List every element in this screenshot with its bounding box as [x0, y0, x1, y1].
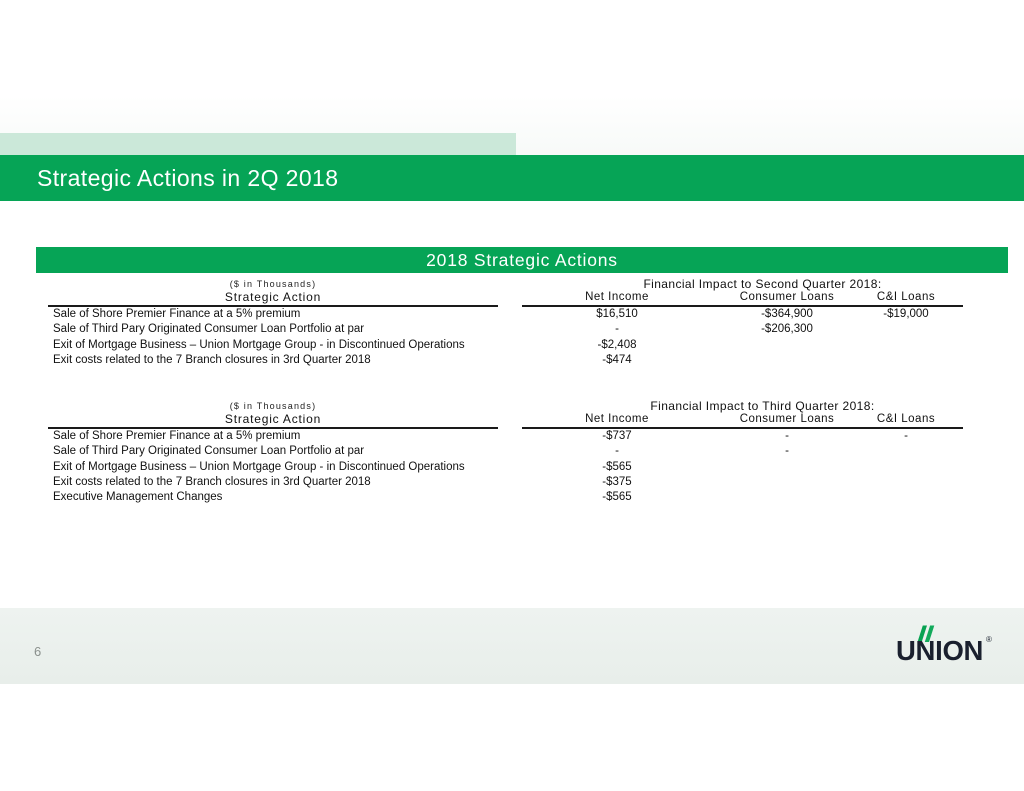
page-number: 6	[34, 644, 42, 659]
table-row	[0, 460, 1024, 475]
impact-header: Financial Impact to Third Quarter 2018:	[650, 399, 875, 413]
footer-band	[0, 608, 1024, 684]
section-banner	[36, 247, 1008, 273]
table-row	[0, 322, 1024, 337]
row-net-income: -	[615, 445, 619, 457]
row-consumer-loans: -	[785, 445, 789, 457]
row-net-income: -$737	[602, 430, 632, 442]
row-action: Sale of Third Pary Originated Consumer Loan Portfolio at par	[53, 323, 365, 335]
row-net-income: -$565	[602, 461, 632, 473]
row-ci-loans: -	[904, 430, 908, 442]
row-action: Exit of Mortgage Business – Union Mortgage Group - in Discontinued Operations	[53, 461, 465, 473]
units-label: ($ in Thousands)	[229, 401, 317, 411]
column-header-ci-loans: C&I Loans	[876, 291, 936, 303]
logo-wordmark: UNION	[896, 635, 984, 664]
row-action: Exit costs related to the 7 Branch closures in 3rd Quarter 2018	[53, 476, 371, 488]
column-header-net-income: Net Income	[585, 413, 649, 425]
row-consumer-loans: -$364,900	[761, 308, 813, 320]
value-column-headers	[522, 290, 952, 305]
units-label: ($ in Thousands)	[229, 279, 317, 289]
table-row	[0, 429, 1024, 444]
table-row	[0, 444, 1024, 459]
union-logo-graphic	[896, 624, 996, 664]
accent-block	[0, 133, 516, 155]
row-net-income: -$375	[602, 476, 632, 488]
q2-impact-table	[0, 277, 1024, 399]
row-net-income: -$2,408	[597, 339, 637, 351]
action-column-header: Strategic Action	[224, 412, 322, 426]
impact-header: Financial Impact to Second Quarter 2018:	[643, 277, 882, 291]
row-action: Sale of Third Pary Originated Consumer Loan Portfolio at par	[53, 445, 365, 457]
column-header-consumer-loans: Consumer Loans	[739, 291, 835, 303]
banner-title: 2018 Strategic Actions	[426, 250, 618, 270]
action-column-header: Strategic Action	[224, 290, 322, 304]
title-bar	[0, 155, 1024, 201]
table-row	[0, 490, 1024, 505]
row-net-income: $16,510	[596, 308, 638, 320]
slide-title: Strategic Actions in 2Q 2018	[37, 165, 339, 191]
row-net-income: -$474	[602, 354, 632, 366]
table-row	[0, 338, 1024, 353]
row-consumer-loans: -	[785, 430, 789, 442]
row-action: Executive Management Changes	[53, 491, 223, 503]
q3-impact-table	[0, 399, 1024, 521]
column-header-consumer-loans: Consumer Loans	[739, 413, 835, 425]
column-header-net-income: Net Income	[585, 291, 649, 303]
column-header-ci-loans: C&I Loans	[876, 413, 936, 425]
row-consumer-loans: -$206,300	[761, 323, 813, 335]
table-row	[0, 307, 1024, 322]
row-action: Sale of Shore Premier Finance at a 5% premium	[53, 430, 301, 442]
registered-mark: ®	[986, 635, 992, 644]
value-column-headers	[522, 412, 952, 427]
row-net-income: -$565	[602, 491, 632, 503]
table-row	[0, 353, 1024, 368]
row-action: Sale of Shore Premier Finance at a 5% premium	[53, 308, 301, 320]
table-row	[0, 475, 1024, 490]
row-net-income: -	[615, 323, 619, 335]
row-action: Exit of Mortgage Business – Union Mortgage Group - in Discontinued Operations	[53, 339, 465, 351]
row-action: Exit costs related to the 7 Branch closures in 3rd Quarter 2018	[53, 354, 371, 366]
row-ci-loans: -$19,000	[883, 308, 929, 320]
union-logo	[896, 624, 996, 664]
